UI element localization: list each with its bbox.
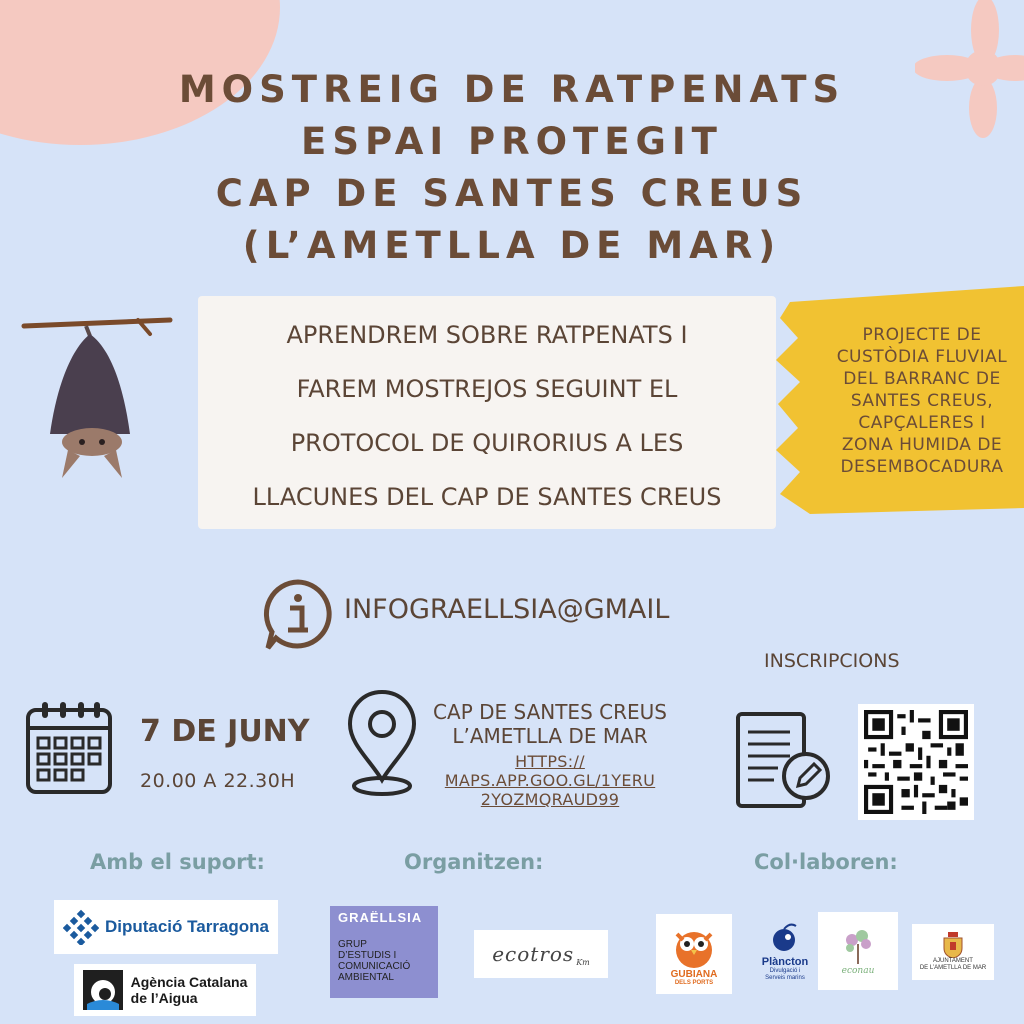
maps-link-line-2[interactable]: MAPS.APP.GOO.GL/1YERU <box>444 771 656 790</box>
plancton-logo[interactable] <box>740 914 830 990</box>
aca-line-1: Agència Catalana <box>130 974 248 990</box>
project-line-2: CUSTÒDIA FLUVIAL <box>836 347 1008 367</box>
description-line-4: LLACUNES DEL CAP DE SANTES CREUS <box>252 483 722 511</box>
event-time: 20.00 A 22.30H <box>140 770 296 792</box>
form-document-icon <box>730 710 838 814</box>
support-section-label: Amb el suport: <box>90 850 265 874</box>
graellsia-sub-1: GRUP <box>338 939 367 950</box>
plancton-sub-1: Divulgació i <box>769 968 801 974</box>
project-line-5: CAPÇALERES I <box>858 413 986 433</box>
project-text <box>810 324 1024 478</box>
maps-link-line-1[interactable]: HTTPS:// <box>515 752 585 771</box>
ecotros-logo[interactable] <box>474 930 608 978</box>
owl-icon <box>669 920 719 970</box>
location-text <box>424 700 676 748</box>
gubiana-line-2: DELS PORTS <box>674 980 714 986</box>
gubiana-line-1: GUBIANA <box>670 969 718 980</box>
graellsia-title: GRAËLLSIA <box>338 910 423 925</box>
location-line-2: L’AMETLLA DE MAR <box>452 724 648 748</box>
qr-code-icon[interactable] <box>858 704 974 820</box>
project-line-3: DEL BARRANC DE <box>843 369 1001 389</box>
gubiana-logo[interactable] <box>656 914 732 994</box>
calendar-icon <box>24 700 118 798</box>
title-line-4: (L’AMETLLA DE MAR) <box>242 224 782 267</box>
graellsia-sub-2: D’ESTUDIS I <box>338 950 397 961</box>
graellsia-sub-4: AMBIENTAL <box>338 972 394 983</box>
diputacio-tarragona-logo[interactable] <box>54 900 278 954</box>
plancton-logo-text: Plàncton <box>761 956 809 968</box>
coat-of-arms-icon <box>942 932 964 958</box>
graellsia-sub-3: COMUNICACIÓ <box>338 961 411 972</box>
collaborators-section-label: Col·laboren: <box>754 850 898 874</box>
hanging-bat-icon <box>20 310 180 490</box>
title-line-2: ESPAI PROTEGIT <box>301 120 723 163</box>
ajuntament-line-1: AJUNTAMENT <box>933 958 973 964</box>
tree-icon <box>838 926 878 966</box>
event-date: 7 DE JUNY <box>140 714 310 749</box>
description-line-1: APRENDREM SOBRE RATPENATS I <box>286 321 688 349</box>
ecotros-logo-text: ecotros <box>492 942 575 966</box>
diputacio-logo-text: Diputació Tarragona <box>104 917 270 936</box>
ecotros-logo-subtext: Km <box>576 957 590 967</box>
aca-emblem-icon <box>83 970 123 1010</box>
graellsia-logo[interactable] <box>330 906 438 998</box>
ajuntament-ametlla-logo[interactable] <box>912 924 994 980</box>
ajuntament-logo-text <box>920 958 986 972</box>
project-line-7: DESEMBOCADURA <box>840 457 1004 477</box>
graellsia-subtitle <box>338 939 410 983</box>
diputacio-emblem-icon <box>63 909 99 945</box>
econau-logo-text: econau <box>841 966 875 976</box>
maps-link-line-3[interactable]: 2YOZMQRAUD99 <box>480 790 620 809</box>
aca-line-2: de l’Aigua <box>130 990 198 1006</box>
title-line-3: CAP DE SANTES CREUS <box>215 172 809 215</box>
description-line-3: PROTOCOL DE QUIRORIUS A LES <box>290 429 684 457</box>
organizers-section-label: Organitzen: <box>404 850 544 874</box>
econau-logo[interactable] <box>818 912 898 990</box>
location-line-1: CAP DE SANTES CREUS <box>433 700 667 724</box>
page-title <box>0 64 1024 272</box>
title-line-1: MOSTREIG DE RATPENATS <box>178 68 846 111</box>
aca-logo-text <box>131 974 248 1006</box>
agencia-catalana-aigua-logo[interactable] <box>74 964 256 1016</box>
plancton-emblem-icon <box>768 922 802 956</box>
plancton-logo-subtext <box>765 968 805 982</box>
info-chat-bubble-icon <box>262 578 334 652</box>
registration-label: INSCRIPCIONS <box>764 650 900 672</box>
ajuntament-line-2: DE L’AMETLLA DE MAR <box>919 965 987 971</box>
maps-link[interactable] <box>424 752 676 809</box>
plancton-sub-2: Serveis marins <box>765 975 805 981</box>
description-line-2: FAREM MOSTREJOS SEGUINT EL <box>296 375 678 403</box>
project-line-1: PROJECTE DE <box>862 325 982 345</box>
gubiana-logo-text <box>671 970 718 988</box>
project-line-4: SANTES CREUS, <box>850 391 994 411</box>
project-line-6: ZONA HUMIDA DE <box>841 435 1003 455</box>
location-pin-icon <box>344 688 420 798</box>
description-text <box>198 308 776 524</box>
contact-email[interactable]: INFOGRAELLSIA@GMAIL <box>344 594 670 625</box>
